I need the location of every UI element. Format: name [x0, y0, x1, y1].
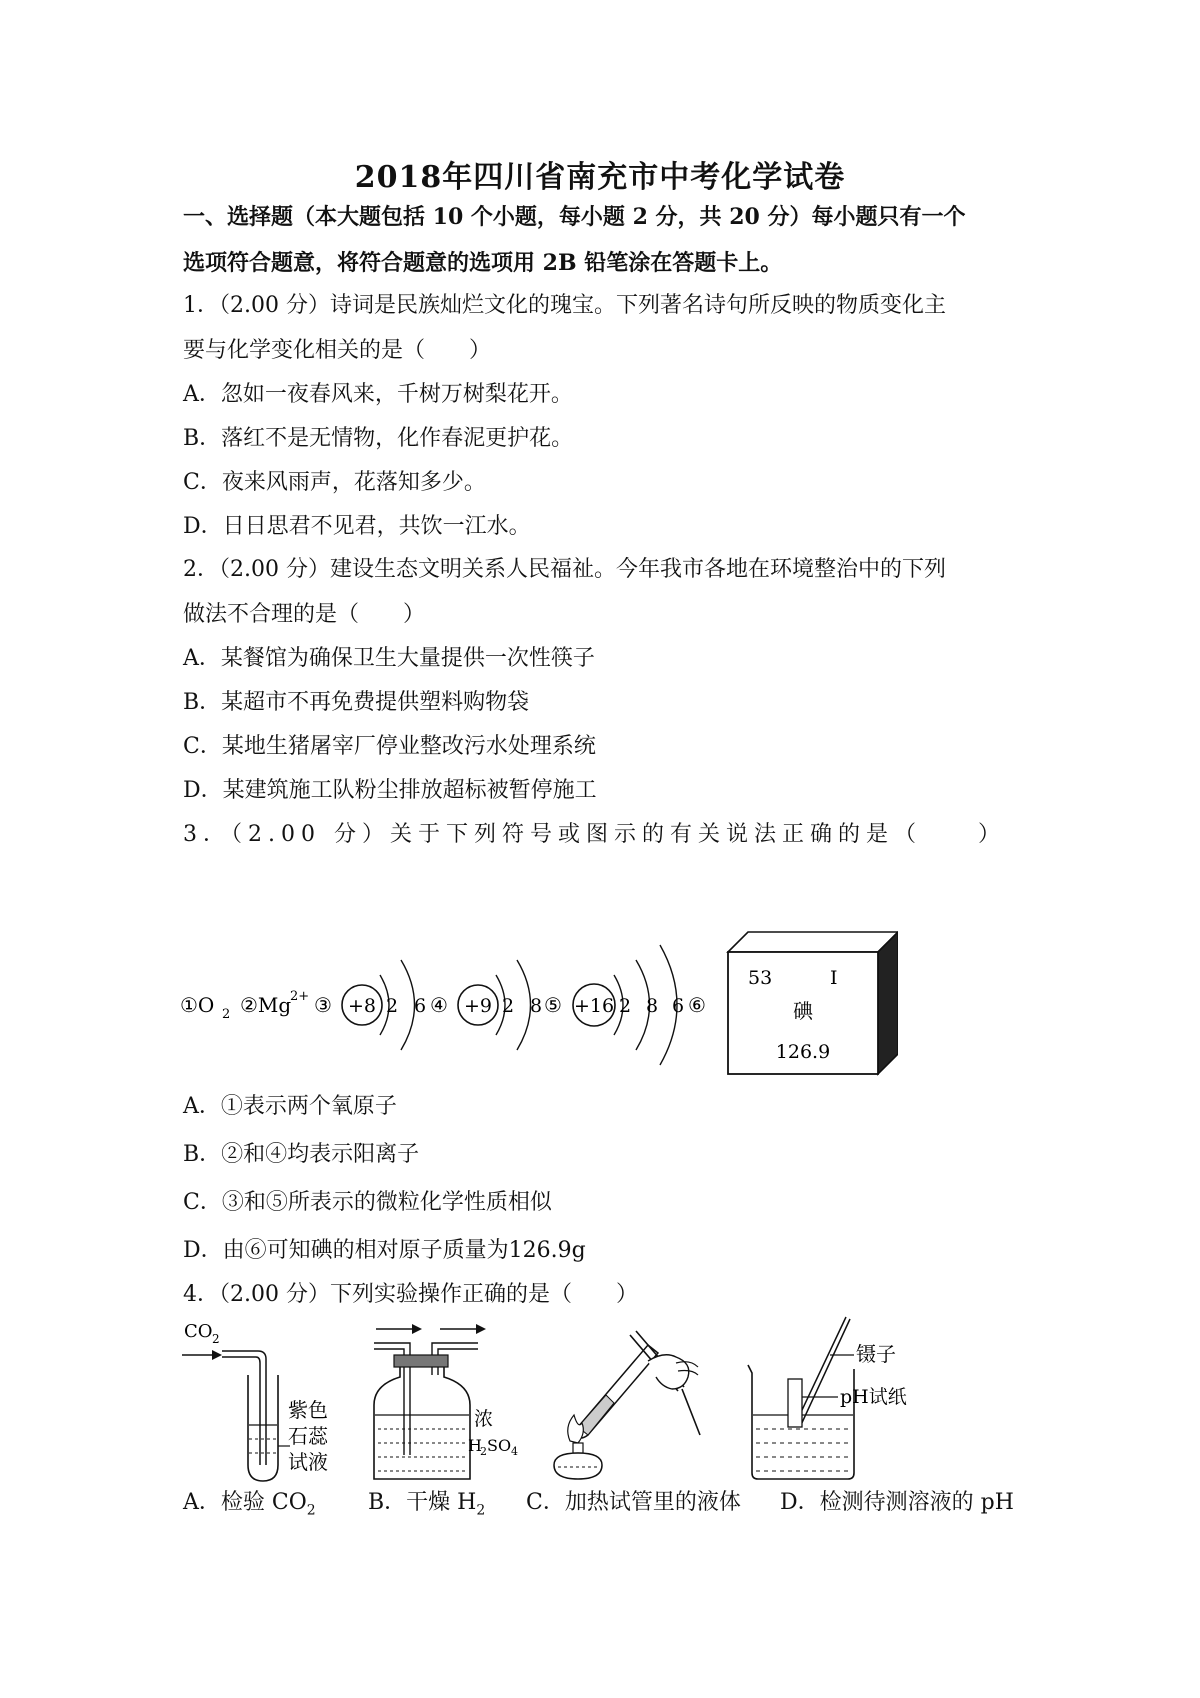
figure-c-heat-liquid: [554, 1331, 700, 1479]
figure-b-acid-so: SO: [487, 1436, 512, 1455]
atom-3-nucleus-charge: +8: [347, 995, 377, 1017]
symbol-o2-label: ①O: [180, 993, 215, 1017]
question-2-stem-line2: 做法不合理的是（ ）: [183, 602, 426, 627]
lab-operations-figure: [178, 1315, 1038, 1485]
figure-b-arrow-out-head: [476, 1324, 486, 1334]
figure-b-acid-h: H: [468, 1436, 482, 1455]
figure-b-caption: [368, 1488, 485, 1525]
figure-a-arrow-head: [212, 1350, 222, 1360]
figure-c-flame: [568, 1415, 584, 1443]
atom-3-shell-2-electrons: 6: [413, 995, 427, 1017]
figure-a-solution-line3: 试液: [288, 1450, 328, 1474]
figure-b-caption-subscript: 2: [476, 1502, 486, 1519]
figure-a-delivery-tube-inner: [222, 1357, 260, 1465]
figure-c-wick-holder: [573, 1443, 583, 1453]
atom-5-shell-2-electrons: 8: [645, 995, 659, 1017]
figure-a-caption-text: A．检验 CO: [183, 1490, 307, 1515]
atom-5-nucleus-charge: +16: [573, 995, 615, 1017]
section-heading-line1: 一、选择题（本大题包括 10 个小题，每小题 2 分，共 20 分）每小题只有一个: [183, 204, 966, 230]
atom-5-shell-3-electrons: 6: [671, 995, 685, 1017]
question-1-option-c: C．夜来风雨声，花落知多少。: [183, 470, 486, 495]
question-1-stem-line2: 要与化学变化相关的是（ ）: [183, 338, 492, 363]
question-1-stem-line1: 1．（2.00 分）诗词是民族灿烂文化的瑰宝。下列著名诗句所反映的物质变化主: [183, 293, 946, 318]
figure-c-holder-handle: [682, 1389, 700, 1435]
element-name: 碘: [793, 999, 813, 1023]
atom-4-nucleus-charge: +9: [463, 995, 493, 1017]
section-heading-line2: 选项符合题意，将符合题意的选项用 2B 铅笔涂在答题卡上。: [183, 250, 783, 276]
question-3-option-a: A．①表示两个氧原子: [183, 1094, 397, 1119]
figure-a-co2-test: [182, 1321, 329, 1481]
symbol-mg-superscript: 2+: [290, 989, 310, 1004]
figure-a-caption-subscript: 2: [306, 1502, 316, 1519]
element-6-label: ⑥: [688, 993, 706, 1017]
figure-b-caption-text: B．干燥 H: [368, 1490, 477, 1515]
question-2-option-a: A．某餐馆为确保卫生大量提供一次性筷子: [183, 646, 595, 671]
question-3-option-d: D．由⑥可知碘的相对原子质量为126.9g: [183, 1238, 586, 1263]
figure-d-paper-label: pH试纸: [840, 1386, 907, 1408]
atom-5-shell-1-electrons: 2: [618, 995, 632, 1017]
question-4-stem: 4．（2.00 分）下列实验操作正确的是（ ）: [183, 1282, 638, 1307]
figure-d-caption: D．检测待测溶液的 pH: [780, 1490, 1014, 1515]
figure-a-test-tube: [248, 1375, 278, 1481]
figure-b-concentrated-label: 浓: [474, 1408, 494, 1430]
question-2-stem-line1: 2．（2.00 分）建设生态文明关系人民福祉。今年我市各地在环境整治中的下列: [183, 557, 946, 582]
atom-4-label: ④: [430, 993, 448, 1017]
page-title: 2018年四川省南充市中考化学试卷: [354, 160, 846, 195]
figure-d-measure-ph: [748, 1317, 907, 1479]
figure-b-stopper: [394, 1355, 448, 1367]
figure-a-solution-line1: 紫色: [288, 1398, 328, 1422]
question-2-option-d: D．某建筑施工队粉尘排放超标被暂停施工: [183, 778, 597, 803]
atom-4-shell-1-electrons: 2: [501, 995, 515, 1017]
element-cube-top: [728, 932, 898, 952]
element-cube-side: [878, 932, 898, 1074]
figure-a-solution-line2: 石蕊: [288, 1424, 328, 1448]
question-1-option-b: B．落红不是无情物，化作春泥更护花。: [183, 426, 574, 451]
atom-4-shell-2-electrons: 8: [529, 995, 543, 1017]
question-3-option-c: C．③和⑤所表示的微粒化学性质相似: [183, 1190, 552, 1215]
figure-b-dry-h2: [374, 1324, 518, 1479]
question-3-option-b: B．②和④均表示阳离子: [183, 1142, 420, 1167]
element-atomic-mass: 126.9: [775, 1041, 831, 1063]
figure-b-arrow-in-head: [412, 1324, 422, 1334]
figure-a-caption: [183, 1488, 316, 1525]
figure-c-hand: [648, 1355, 689, 1389]
atom-5-label: ⑤: [544, 993, 562, 1017]
atomic-structure-diagram: [178, 920, 898, 1080]
element-symbol: I: [830, 967, 838, 989]
element-atomic-number: 53: [748, 967, 773, 989]
question-1-option-d: D．日日思君不见君，共饮一江水。: [183, 514, 531, 539]
figure-b-acid-sub2: 4: [511, 1445, 518, 1458]
figure-c-caption: C．加热试管里的液体: [526, 1490, 741, 1515]
figure-a-gas-subscript: 2: [212, 1332, 220, 1346]
atom-3-shell-arc-2: [401, 960, 415, 1050]
atom-4-shell-arc-2: [517, 960, 531, 1050]
symbol-o2-subscript: 2: [222, 1007, 231, 1022]
figure-d-ph-paper: [788, 1379, 802, 1427]
question-1-option-a: A．忽如一夜春风来，千树万树梨花开。: [183, 382, 573, 407]
figure-b-gas-bottle: [374, 1367, 470, 1479]
atom-3-label: ③: [314, 993, 332, 1017]
figure-b-acid-sub1: 2: [480, 1445, 487, 1458]
symbol-mg-label: ②Mg: [240, 993, 292, 1017]
question-3-stem: 3．（2.00 分）关于下列符号或图示的有关说法正确的是（ ）: [183, 822, 1006, 847]
figure-c-alcohol-lamp: [554, 1453, 602, 1479]
figure-a-gas-label: CO: [184, 1321, 213, 1342]
question-2-option-b: B．某超市不再免费提供塑料购物袋: [183, 690, 530, 715]
atom-3-shell-1-electrons: 2: [385, 995, 399, 1017]
question-2-option-c: C．某地生猪屠宰厂停业整改污水处理系统: [183, 734, 596, 759]
figure-d-tweezers-label: 镊子: [856, 1342, 896, 1366]
